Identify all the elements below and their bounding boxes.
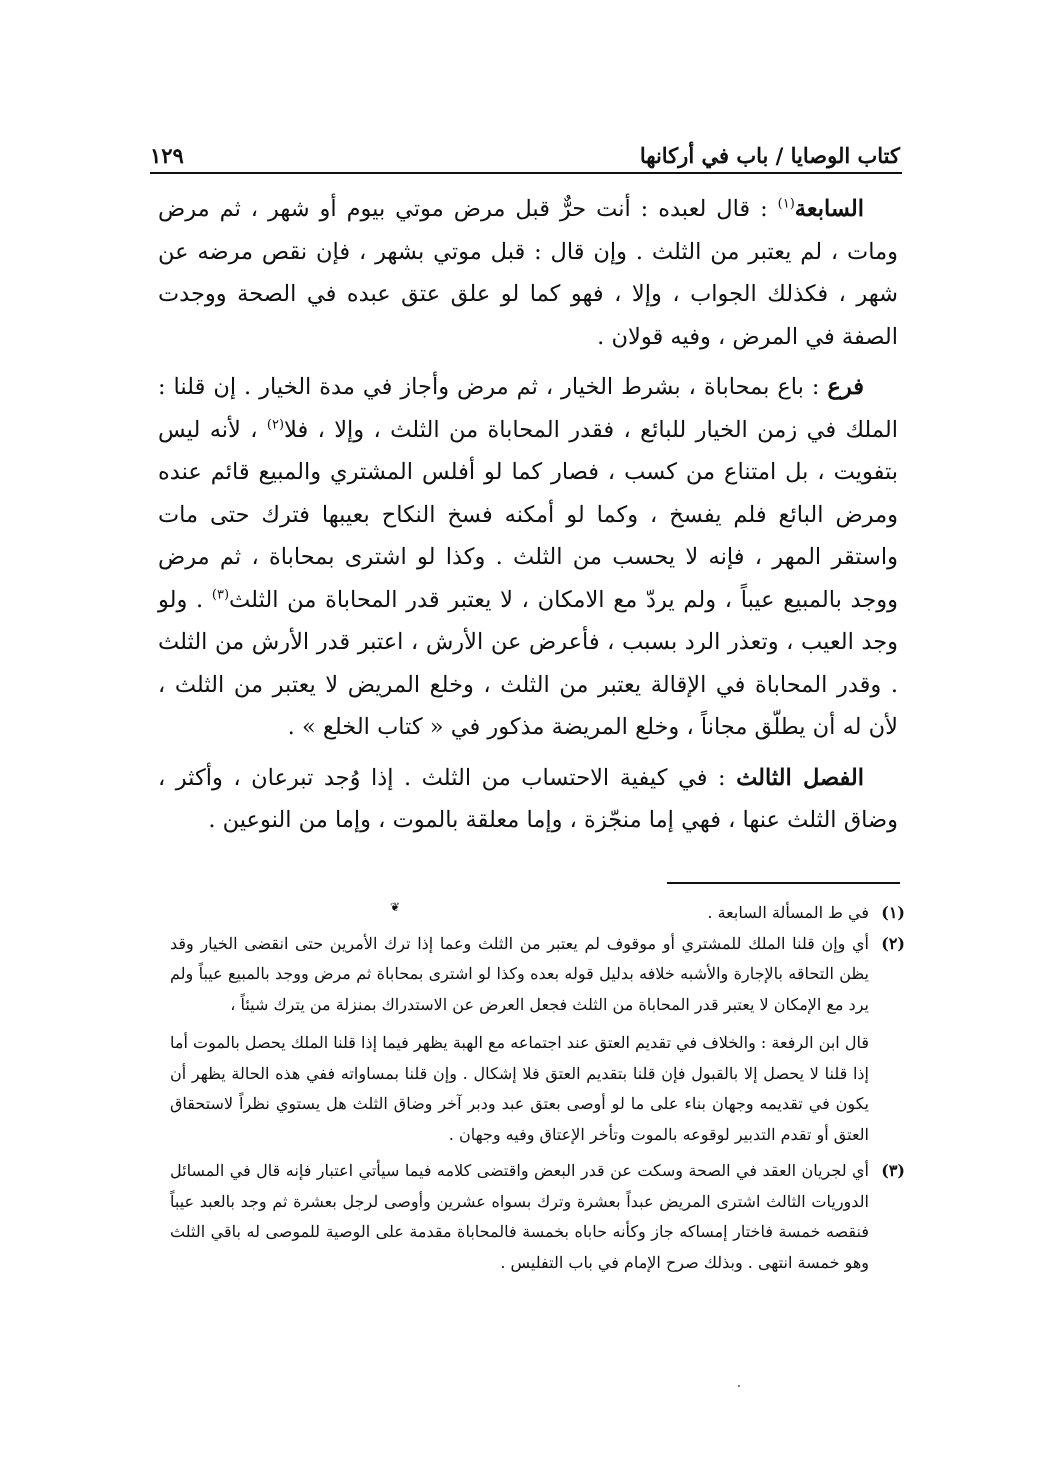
main-text bbox=[158, 188, 898, 842]
paragraph-seventh bbox=[158, 188, 898, 358]
paragraph-lead: الفصل الثالث bbox=[736, 764, 864, 791]
paragraph-branch bbox=[158, 366, 898, 749]
paragraph-text: : في كيفية الاحتساب من الثلث . إذا وُجد تبرعان ، وأكثر ، وضاق الثلث عنها ، فهي إما منجّزة ، وإما معلقة بالموت ، وإما من النوعين . bbox=[158, 764, 898, 833]
header-rule bbox=[150, 172, 902, 174]
footnote-number: (٣) bbox=[881, 1161, 905, 1180]
running-title: كتاب الوصايا / باب في أركانها bbox=[639, 143, 900, 168]
footnote-text: أي وإن قلنا الملك للمشتري أو موقوف لم يعتبر من الثلث وعما إذا ترك الأمرين حتى انقضى الخيار وقد يظن التحاقه بالإجارة والأشبه خلافه بدليل قوله بعده وكذا لو اشترى بمحاباة ثم مرض ووجد بالمبيع عيباً ولم يرد مع الإمكان لا يعتبر قدر المحاباة من الثلث فجعل العرض عن الاستدراك بمنزلة من يترك شيئاً ، bbox=[170, 933, 869, 1014]
footnote-text: أي لجريان العقد في الصحة وسكت عن قدر البعض واقتضى كلامه فيما سيأتي اعتبار فإنه قال في المسائل الدوريات الثالث اشترى المريض عبداً بعشرة وترك بسواه عشرين وأوصى لرجل بعشرة ثم وجد بالعبد عيباً فنقصه خمسة فاختار إمساكه جاز وكأنه حاباه بخمسة فالمحاباة مقدمة على الوصية للموصى له باقي الثلث وهو خمسة انتهى . وبذلك صرح الإمام في باب التفليس . bbox=[170, 1161, 869, 1272]
paragraph-lead: السابعة bbox=[794, 196, 864, 222]
footnote-3 bbox=[170, 1156, 905, 1278]
footnote-number: (١) bbox=[881, 903, 905, 922]
footnote-2 bbox=[170, 929, 905, 1021]
paragraph-text: ، لأنه ليس بتفويت ، بل امتناع من كسب ، فصار كما لو أفلس المشتري والمبيع قائم عنده ومرض البائع فلم يفسخ ، وكما لو أمكنه فسخ النكاح بعيبها فترك حتى مات واستقر المهر ، فإنه لا يحسب من الثلث . وكذا لو اشترى بمحاباة ، ثم مرض ووجد بالمبيع عيباً ، ولم يردّ مع الامكان ، لا يعتبر قدر المحاباة من الثلث bbox=[158, 416, 898, 613]
footnote-separator bbox=[667, 882, 900, 884]
ornament-icon: ❦ bbox=[390, 900, 401, 914]
running-header bbox=[150, 118, 900, 168]
footnote-number: (٢) bbox=[881, 933, 905, 953]
scan-speck bbox=[738, 1385, 740, 1387]
paragraph-third-section bbox=[158, 757, 898, 842]
paragraph-text: . ولو وجد العيب ، وتعذر الرد بسبب ، فأعرض عن الأرش ، اعتبر قدر الأرش من الثلث . وقدر المحاباة في الإقالة يعتبر من الثلث ، وخلع المريض لا يعتبر من الثلث ، لأن له أن يطلّق مجاناً ، وخلع المريضة مذكور في « كتاب الخلع » . bbox=[158, 586, 898, 740]
paragraph-text: : قال لعبده : أنت حرٌّ قبل مرض موتي بيوم أو شهر ، ثم مرض ومات ، لم يعتبر من الثلث . وإن قال : قبل موتي بشهر ، فإن نقص مرضه عن شهر ، فكذلك الجواب ، وإلا ، فهو كما لو علق عتق عبده في الصحة ووجدت الصفة في المرض ، وفيه قولان . bbox=[158, 196, 898, 350]
footnote-ref: (٣) bbox=[211, 587, 230, 602]
footnote-1 bbox=[170, 898, 905, 929]
footnote-ref: (١) bbox=[777, 196, 795, 212]
footnote-ref: (٢) bbox=[266, 417, 285, 432]
footnotes bbox=[170, 898, 905, 1278]
footnote-2-continuation: قال ابن الرفعة : والخلاف في تقديم العتق عند اجتماعه مع الهبة يظهر فيما إذا قلنا الملك يحصل بالموت أما إذا قلنا لا يحصل إلا بالقبول فإن قلنا بتقديم العتق فلا إشكال . وإن قلنا بمساواته ففي هذه الحالة يظهر أن يكون في تقديمه وجهان بناء على ما لو أوصى بعتق عبد ودبر آخر وضاق الثلث هل يستوي نظراً لاستحقاق العتق أو تقدم التدبير لوقوعه بالموت وتأخر الإعتاق وفيه وجهان . bbox=[170, 1033, 870, 1144]
page-number: ١٢٩ bbox=[150, 143, 184, 168]
footnote-text: في ط المسألة السابعة . bbox=[707, 903, 869, 922]
paragraph-text: : باع بمحاباة ، بشرط الخيار ، ثم مرض وأجاز في مدة الخيار . إن قلنا : الملك في زمن الخيار للبائع ، فقدر المحاباة من الثلث ، وإلا ، فلا bbox=[158, 374, 898, 443]
paragraph-lead: فرع bbox=[827, 374, 864, 400]
